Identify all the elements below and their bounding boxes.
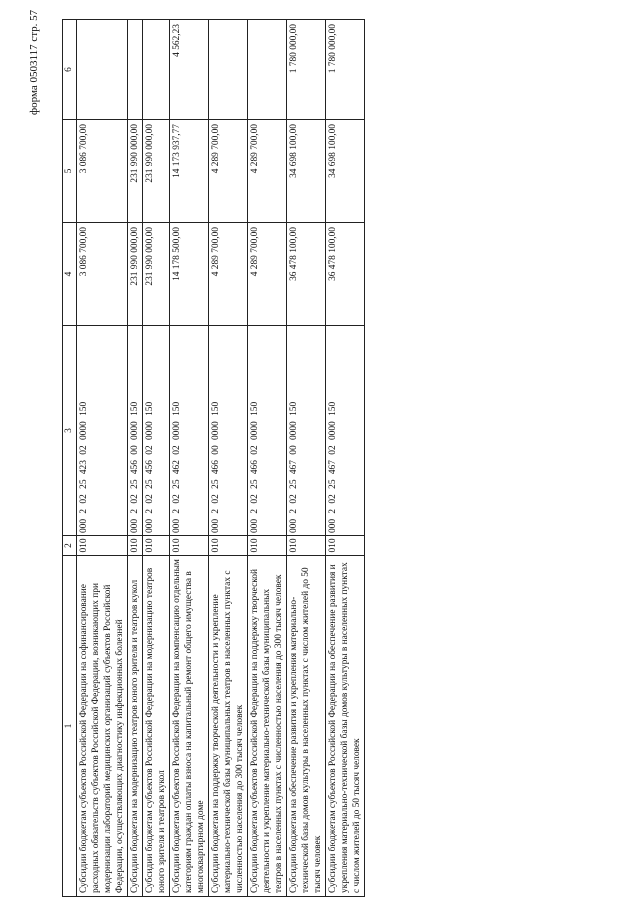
code-part: 25 bbox=[250, 479, 260, 489]
code-part: 150 bbox=[250, 401, 260, 416]
approved-amount: 4 289 700,00 bbox=[209, 223, 248, 326]
code-part: 150 bbox=[172, 401, 182, 416]
table-row bbox=[326, 20, 365, 897]
line-code: 010 bbox=[209, 536, 248, 556]
row-name: Субсидии бюджетам на поддержку творческой деятельности и укрепление материально-технической базы муниципальных театров в населенных пунктах с численностью населения до 300 тысяч человек bbox=[209, 556, 248, 897]
code-part: 02 bbox=[172, 445, 182, 455]
executed-amount: 231 990 000,00 bbox=[128, 120, 143, 223]
executed-amount: 14 173 937,77 bbox=[170, 120, 209, 223]
code-part: 2 bbox=[328, 508, 338, 514]
code-part: 467 bbox=[328, 460, 338, 475]
column-header: 4 bbox=[63, 223, 77, 326]
column-header: 6 bbox=[63, 20, 77, 120]
column-header: 3 bbox=[63, 326, 77, 536]
code-part: 150 bbox=[328, 401, 338, 416]
code-part: 25 bbox=[79, 479, 89, 489]
code-part: 25 bbox=[211, 479, 221, 489]
code-part: 000 bbox=[130, 518, 140, 533]
form-label: форма 0503117 стр. 57 bbox=[28, 9, 40, 115]
income-code bbox=[128, 326, 143, 536]
income-code bbox=[326, 326, 365, 536]
approved-amount: 36 478 100,00 bbox=[326, 223, 365, 326]
line-code: 010 bbox=[128, 536, 143, 556]
line-code: 010 bbox=[170, 536, 209, 556]
code-part: 0000 bbox=[250, 421, 260, 440]
code-part: 02 bbox=[328, 445, 338, 455]
approved-amount: 4 289 700,00 bbox=[248, 223, 287, 326]
line-code: 010 bbox=[248, 536, 287, 556]
code-part: 02 bbox=[289, 494, 299, 504]
column-header: 5 bbox=[63, 120, 77, 223]
code-part: 0000 bbox=[328, 421, 338, 440]
unexecuted-amount bbox=[128, 20, 143, 120]
code-part: 02 bbox=[79, 445, 89, 455]
code-part: 0000 bbox=[145, 421, 155, 440]
code-part: 150 bbox=[211, 401, 221, 416]
column-header: 1 bbox=[63, 556, 77, 897]
line-code: 010 bbox=[326, 536, 365, 556]
code-part: 462 bbox=[172, 460, 182, 475]
code-part: 466 bbox=[250, 460, 260, 475]
code-part: 150 bbox=[145, 401, 155, 416]
code-part: 456 bbox=[145, 460, 155, 475]
line-code: 010 bbox=[287, 536, 326, 556]
code-part: 150 bbox=[289, 401, 299, 416]
unexecuted-amount: 1 780 000,00 bbox=[326, 20, 365, 120]
row-name: Субсидии бюджетам субъектов Российской Федерации на поддержку творческой деятельности и укрепление материально-технической базы муниципальных театров в населенных пунктах с численностью населения до 300 тысяч человек bbox=[248, 556, 287, 897]
code-part: 00 bbox=[289, 445, 299, 455]
income-code bbox=[248, 326, 287, 536]
executed-amount: 34 698 100,00 bbox=[326, 120, 365, 223]
unexecuted-amount: 4 562,23 bbox=[170, 20, 209, 120]
income-code bbox=[77, 326, 128, 536]
code-part: 000 bbox=[145, 518, 155, 533]
row-name: Субсидии бюджетам на обеспечение развития и укрепления материально-технической базы домов культуры в населенных пунктах с числом жителей до 50 тысяч человек bbox=[287, 556, 326, 897]
code-part: 000 bbox=[172, 518, 182, 533]
approved-amount: 36 478 100,00 bbox=[287, 223, 326, 326]
code-part: 02 bbox=[211, 494, 221, 504]
line-code: 010 bbox=[143, 536, 170, 556]
code-part: 00 bbox=[130, 445, 140, 455]
code-part: 000 bbox=[289, 518, 299, 533]
approved-amount: 14 178 500,00 bbox=[170, 223, 209, 326]
code-part: 02 bbox=[145, 445, 155, 455]
approved-amount: 231 990 000,00 bbox=[128, 223, 143, 326]
code-part: 2 bbox=[79, 508, 89, 514]
code-part: 423 bbox=[79, 460, 89, 475]
code-part: 000 bbox=[79, 518, 89, 533]
code-part: 000 bbox=[328, 518, 338, 533]
table-row bbox=[77, 20, 128, 897]
income-code bbox=[170, 326, 209, 536]
report-table bbox=[62, 19, 365, 897]
row-name: Субсидии бюджетам субъектов Российской Федерации на обеспечение развития и укрепления материально-технической базы домов культуры в населенных пунктах с числом жителей до 50 тысяч человек bbox=[326, 556, 365, 897]
code-part: 2 bbox=[211, 508, 221, 514]
table-row bbox=[209, 20, 248, 897]
executed-amount: 3 086 700,00 bbox=[77, 120, 128, 223]
approved-amount: 231 990 000,00 bbox=[143, 223, 170, 326]
table-row bbox=[170, 20, 209, 897]
code-part: 467 bbox=[289, 460, 299, 475]
code-part: 150 bbox=[79, 401, 89, 416]
code-part: 0000 bbox=[79, 421, 89, 440]
code-part: 0000 bbox=[130, 421, 140, 440]
column-header: 2 bbox=[63, 536, 77, 556]
line-code: 010 bbox=[77, 536, 128, 556]
code-part: 02 bbox=[250, 494, 260, 504]
row-name: Субсидии бюджетам субъектов Российской Федерации на софинансирование расходных обязательств субъектов Российской Федерации, возникающих при модернизации лабораторий медицинских организаций субъектов Российской Федерации, осуществляющих диагностику инфекционных болезней bbox=[77, 556, 128, 897]
code-part: 000 bbox=[250, 518, 260, 533]
income-code bbox=[143, 326, 170, 536]
code-part: 2 bbox=[145, 508, 155, 514]
executed-amount: 231 990 000,00 bbox=[143, 120, 170, 223]
code-part: 02 bbox=[79, 494, 89, 504]
code-part: 25 bbox=[289, 479, 299, 489]
code-part: 2 bbox=[130, 508, 140, 514]
code-part: 0000 bbox=[289, 421, 299, 440]
code-part: 02 bbox=[130, 494, 140, 504]
code-part: 2 bbox=[289, 508, 299, 514]
unexecuted-amount bbox=[77, 20, 128, 120]
code-part: 02 bbox=[250, 445, 260, 455]
table-row bbox=[287, 20, 326, 897]
code-part: 02 bbox=[328, 494, 338, 504]
approved-amount: 3 086 700,00 bbox=[77, 223, 128, 326]
executed-amount: 34 698 100,00 bbox=[287, 120, 326, 223]
row-name: Субсидии бюджетам на модернизацию театров юного зрителя и театров кукол bbox=[128, 556, 143, 897]
table-row bbox=[128, 20, 143, 897]
code-part: 2 bbox=[172, 508, 182, 514]
table-row bbox=[248, 20, 287, 897]
code-part: 000 bbox=[211, 518, 221, 533]
executed-amount: 4 289 700,00 bbox=[248, 120, 287, 223]
code-part: 02 bbox=[145, 494, 155, 504]
unexecuted-amount bbox=[143, 20, 170, 120]
row-name: Субсидии бюджетам субъектов Российской Федерации на компенсацию отдельным категориям граждан оплаты взноса на капитальный ремонт общего имущества в многоквартирном доме bbox=[170, 556, 209, 897]
executed-amount: 4 289 700,00 bbox=[209, 120, 248, 223]
code-part: 25 bbox=[172, 479, 182, 489]
income-code bbox=[287, 326, 326, 536]
unexecuted-amount bbox=[209, 20, 248, 120]
code-part: 456 bbox=[130, 460, 140, 475]
code-part: 02 bbox=[172, 494, 182, 504]
row-name: Субсидии бюджетам субъектов Российской Федерации на модернизацию театров юного зрителя и театров кукол bbox=[143, 556, 170, 897]
code-part: 0000 bbox=[172, 421, 182, 440]
code-part: 25 bbox=[130, 479, 140, 489]
header-row bbox=[63, 20, 77, 897]
code-part: 2 bbox=[250, 508, 260, 514]
income-code bbox=[209, 326, 248, 536]
unexecuted-amount: 1 780 000,00 bbox=[287, 20, 326, 120]
table-row bbox=[143, 20, 170, 897]
code-part: 150 bbox=[130, 401, 140, 416]
code-part: 0000 bbox=[211, 421, 221, 440]
code-part: 466 bbox=[211, 460, 221, 475]
code-part: 25 bbox=[328, 479, 338, 489]
code-part: 25 bbox=[145, 479, 155, 489]
unexecuted-amount bbox=[248, 20, 287, 120]
code-part: 00 bbox=[211, 445, 221, 455]
